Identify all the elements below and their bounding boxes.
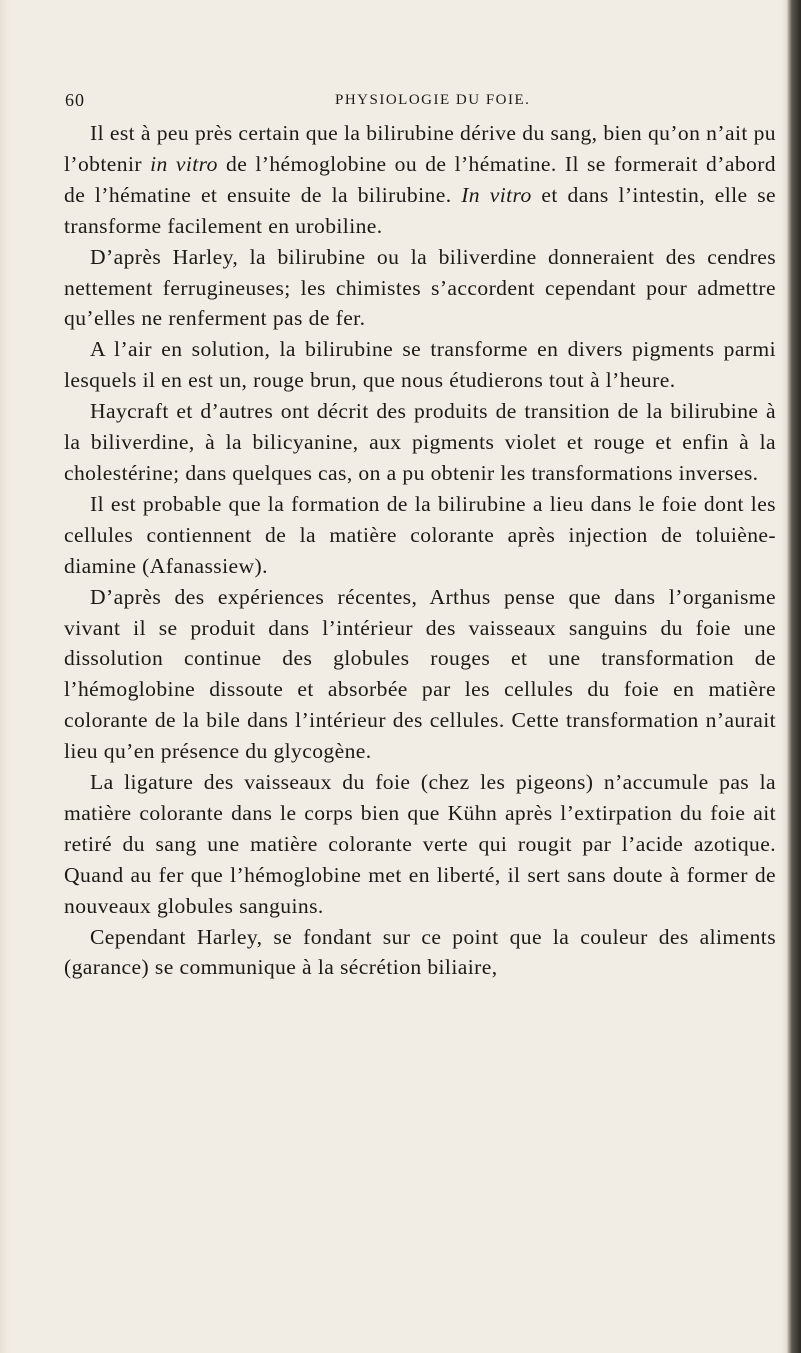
paragraph [64,118,776,242]
text-segment: La ligature des vaisseaux du foie (chez les pigeons) n’accumule pas la matière colorante dans le corps bien que Kühn après l’extirpation du foie ait retiré du sang une matière colorante verte qui rougit par l’acide azotique. Quand au fer que l’hémoglobine met en liberté, il sert sans doute à former de nouveaux globules sanguins. [64,770,776,918]
italic-term: In vitro [461,182,532,207]
paragraph [64,396,776,489]
text-segment: de l’hémoglobine ou de l’hématine. Il se formerait d’abord de l’hématine et ensuite de la bilirubine. [64,151,776,207]
page-number: 60 [65,90,85,110]
running-title: PHYSIOLOGIE DU FOIE. [335,92,531,108]
page-header [65,90,771,116]
text-segment: D’après Harley, la bilirubine ou la biliverdine donneraient des cendres nettement ferrugineuses; les chimistes s’accordent cependant pour admettre qu’elles ne renferment pas de fer. [64,244,776,331]
paragraph [64,489,776,582]
text-segment: A l’air en solution, la bilirubine se transforme en divers pigments parmi lesquels il en est un, rouge brun, que nous étudierons tout à l’heure. [64,337,776,393]
paragraph [64,242,776,335]
paragraph [64,582,776,767]
text-segment: et dans l’intestin, elle se transforme facilement en urobiline. [64,182,776,238]
paragraph [64,767,776,922]
text-segment: D’après des expériences récentes, Arthus pense que dans l’organisme vivant il se produit dans l’intérieur des vaisseaux sanguins du foie une dissolution continue des globules rouges et une transformation de l’hémoglobine dissoute et absorbée par les cellules du foie en matière colorante de la bile dans l’intérieur des cellules. Cette transformation n’aurait lieu qu’en présence du glycogène. [64,584,776,764]
italic-term: in vitro [150,151,218,176]
paragraph [64,922,776,984]
text-segment: Il est à peu près certain que la bilirubine dérive du sang, bien qu’on n’ait pu l’obtenir [64,121,776,176]
text-segment: Cependant Harley, se fondant sur ce point que la couleur des aliments (garance) se communique à la sécrétion biliaire, [64,924,776,980]
text-segment: Il est probable que la formation de la bilirubine a lieu dans le foie dont les cellules contiennent de la matière colorante après injection de toluiène-diamine (Afanassiew). [64,491,776,578]
book-page-edge [787,0,801,1353]
paragraph [64,334,776,396]
body-text [64,118,776,983]
page-left-margin [0,0,10,1353]
text-segment: Haycraft et d’autres ont décrit des produits de transition de la bilirubine à la biliverdine, à la bilicyanine, aux pigments violet et rouge et enfin à la cholestérine; dans quelques cas, on a pu obtenir les transformations inverses. [64,399,776,485]
